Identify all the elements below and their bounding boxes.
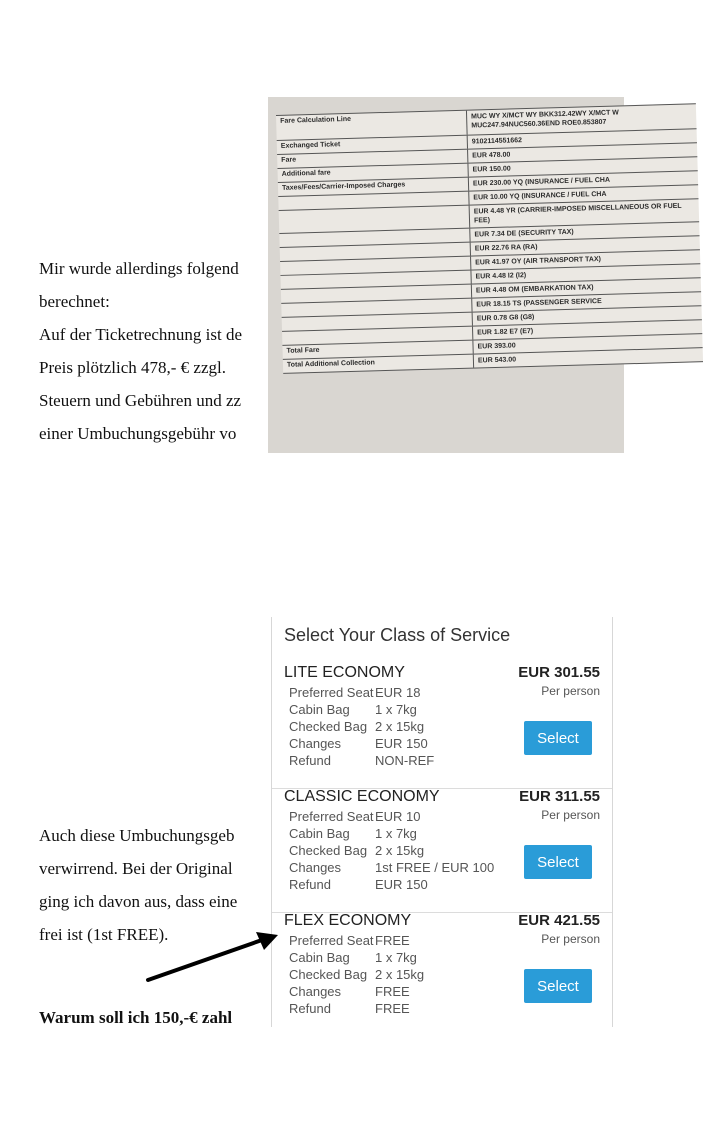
attribute-row: Checked Bag 2 x 15kg [289,967,425,982]
receipt-row: EUR 10.00 YQ (INSURANCE / FUEL CHA [278,185,698,211]
fare-price: EUR 301.55 [518,664,600,681]
text-line: verwirrend. Bei der Original [39,859,233,878]
receipt-row: EUR 7.34 DE (SECURITY TAX) [279,222,699,248]
text-line: Preis plötzlich 478,- € zzgl. [39,358,226,377]
text-line: berechnet: [39,292,110,311]
receipt-row: EUR 1.82 E7 (E7) [282,320,702,346]
fare-name: FLEX ECONOMY [284,912,412,929]
text-line: einer Umbuchungsgebühr vo [39,424,237,443]
receipt-table [276,103,703,374]
receipt-row: EUR 18.15 TS (PASSENGER SERVICE [281,292,701,318]
attribute-row: Cabin Bag 1 x 7kg [289,826,417,841]
receipt-row: EUR 4.48 OM (EMBARKATION TAX) [281,278,701,304]
attribute-row: Checked Bag 2 x 15kg [289,719,425,734]
attribute-row: Cabin Bag 1 x 7kg [289,702,417,717]
attribute-row: Changes FREE [289,984,410,999]
text-line: Auch diese Umbuchungsgeb [39,826,235,845]
panel-title: Select Your Class of Service [284,625,511,645]
text-line: Auf der Ticketrechnung ist de [39,325,243,344]
attribute-row: Refund FREE [289,1001,410,1016]
fare-name: LITE ECONOMY [284,664,405,681]
attribute-row: Preferred Seat EUR 18 [289,685,421,700]
per-person-label: Per person [541,932,600,946]
attribute-row: Checked Bag 2 x 15kg [289,843,425,858]
per-person-label: Per person [541,808,600,822]
receipt-row: Fare Calculation Line MUC WY X/MCT WY BKK312.42WY X/MCT W MUC247.94NUC560.36END ROE0.853807 [276,104,697,141]
select-classic-button[interactable]: Select [524,845,592,879]
paragraph-charges [39,252,242,450]
fare-option-classic [272,788,612,913]
receipt-row: EUR 0.78 G8 (G8) [282,306,702,332]
text-line: frei ist (1st FREE). [39,925,169,944]
fare-price: EUR 311.55 [519,788,600,805]
select-flex-button[interactable]: Select [524,969,592,1003]
attribute-row: Refund EUR 150 [289,877,428,892]
text-line: ging ich davon aus, dass eine [39,892,238,911]
fare-option-flex [272,912,612,1036]
question-heading: Warum soll ich 150,-€ zahl [39,1008,233,1027]
receipt-row: Fare EUR 478.00 [277,143,697,169]
ticket-receipt-photo [268,97,682,453]
attribute-row: Changes 1st FREE / EUR 100 [289,860,495,875]
attribute-row: Preferred Seat FREE [289,933,410,948]
class-of-service-panel [271,617,613,1027]
attribute-row: Refund NON-REF [289,753,435,768]
attribute-row: Changes EUR 150 [289,736,428,751]
receipt-row: Exchanged Ticket 9102114551662 [277,129,697,155]
attribute-row: Preferred Seat EUR 10 [289,809,421,824]
text-line: Mir wurde allerdings folgend [39,259,239,278]
fare-price: EUR 421.55 [518,912,600,929]
black-arrow-icon [140,928,290,988]
fare-option-lite [272,664,612,789]
receipt-row: EUR 4.48 YR (CARRIER-IMPOSED MISCELLANEOUS OR FUEL FEE) [279,199,699,234]
fare-attributes [289,684,434,769]
attribute-row: Cabin Bag 1 x 7kg [289,950,417,965]
receipt-row: EUR 22.76 RA (RA) [280,236,700,262]
fare-name: CLASSIC ECONOMY [284,788,440,805]
receipt-row: Total Additional Collection EUR 543.00 [283,348,703,374]
per-person-label: Per person [541,684,600,698]
receipt-row: Additional fare EUR 150.00 [278,157,698,183]
fare-attributes [289,808,494,893]
text-line: Steuern und Gebühren und zz [39,391,242,410]
receipt-row: Total Fare EUR 393.00 [282,334,702,360]
receipt-row: EUR 41.97 OY (AIR TRANSPORT TAX) [280,250,700,276]
receipt-row: EUR 4.48 I2 (I2) [280,264,700,290]
fare-attributes [289,932,424,1017]
select-lite-button[interactable]: Select [524,721,592,755]
receipt-row: Taxes/Fees/Carrier-Imposed Charges EUR 230.00 YQ (INSURANCE / FUEL CHA [278,171,698,197]
